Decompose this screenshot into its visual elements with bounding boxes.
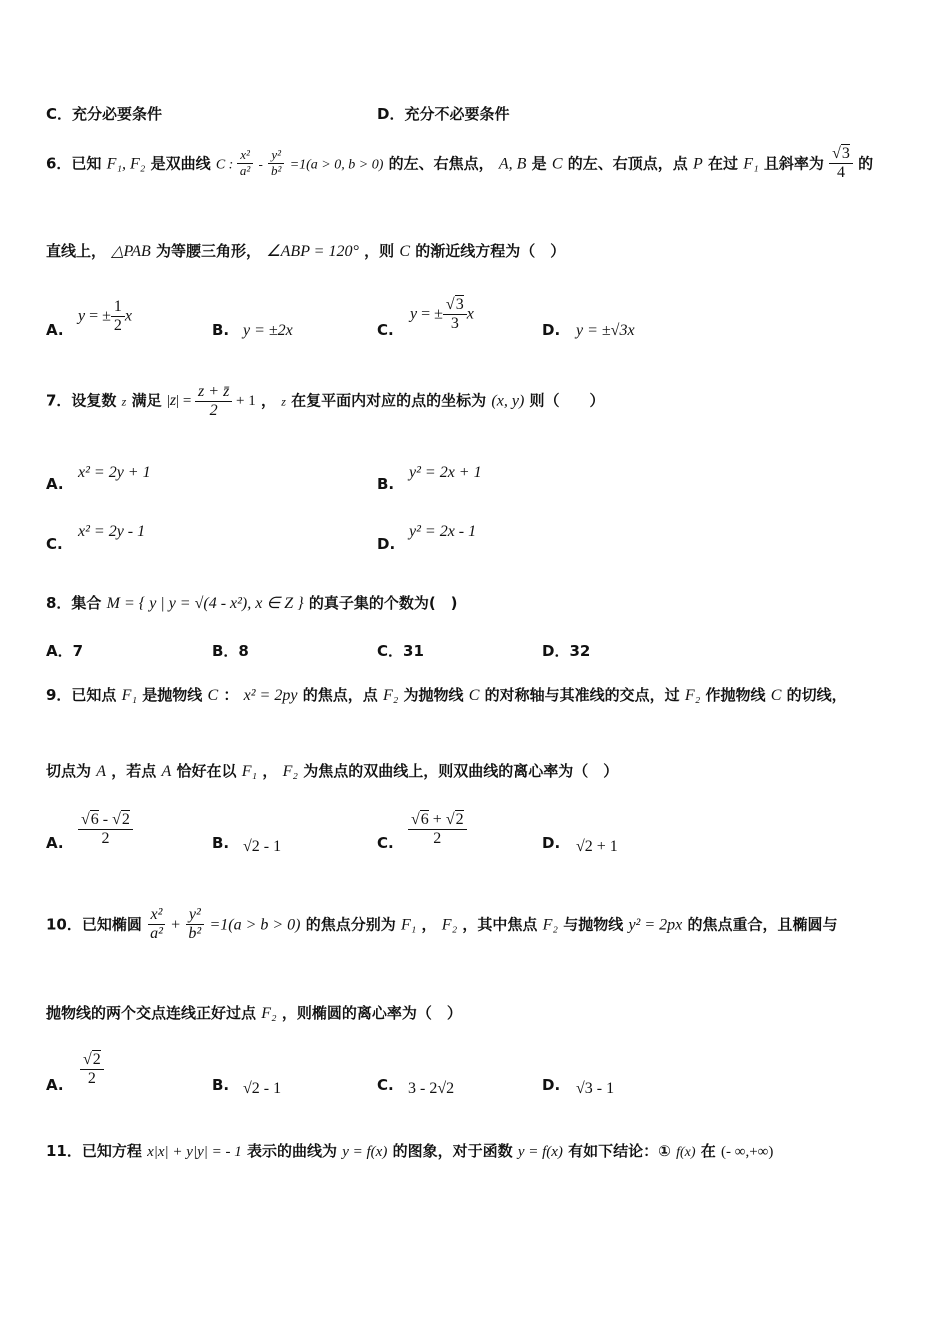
question-6-line-1: 6．已知 F₁, F₂ 是双曲线 C : $\frac{\text{x²}}{\text{a²}}$ - $\frac{\text{y²}}{\text{b²}}$ =1(a > 0, b > 0) 的左、右焦点， A, B 是 C 的左、右顶点，点 P 在过 F₁ 且斜率为 √ $\frac{3}{4}$ 的 — [46, 145, 873, 183]
q6-option-b-label: B. — [212, 321, 230, 339]
q10-option-b-value: √2 - 1 — [243, 1080, 282, 1097]
q6-text: ，则 — [364, 242, 395, 260]
q10-text: ， — [421, 915, 437, 934]
q6-text: 且斜率为 — [763, 154, 824, 173]
q9-number: 9．已知点 — [46, 686, 117, 704]
question-10-line-1: 10．已知椭圆 $\frac{\text{x²}}{\text{a²}}$ + $\frac{\text{y²}}{\text{b²}}$ =1(a > b > 0) 的焦点分别为 F₁ ， F₂ ，其中焦点 F₂ 与抛物线 y² = 2px 的焦点重合，且椭圆与 — [46, 906, 838, 943]
q9-text: 恰好在以 — [176, 762, 237, 780]
q6-f1: F₁ — [743, 155, 759, 173]
q6-text: 的左、右顶点，点 — [567, 154, 688, 173]
q7-condition: |z| = $\frac{z + z̄}{2}$ + 1 — [166, 383, 256, 420]
q9-c: C — [770, 687, 782, 704]
q6-option-c-value: y = ± √ $\frac{3}{3}$ x — [410, 296, 474, 334]
q9-f1: F₁ — [241, 763, 258, 780]
q10-option-a-label: A. — [46, 1076, 64, 1094]
q10-option-c-label: C. — [377, 1076, 394, 1094]
q9-a: A — [96, 763, 107, 780]
q10-f2: F₂ — [261, 1005, 277, 1022]
q11-text: 的图象，对于函数 — [392, 1142, 513, 1160]
q9-text: ， — [262, 762, 278, 780]
q9-text: 的对称轴与其准线的交点，过 — [484, 686, 680, 704]
q9-parabola: x² = 2py — [243, 687, 298, 704]
q7-option-a-value: x² = 2y + 1 — [78, 464, 151, 481]
q11-text: 在 — [700, 1142, 716, 1160]
q6-text: 的 — [858, 154, 874, 173]
q11-function: y = f(x) — [517, 1144, 563, 1160]
q8-number: 8．集合 — [46, 594, 102, 612]
q7-text: 在复平面内对应的点的坐标为 — [291, 391, 487, 410]
q9-f1: F₁ — [121, 687, 138, 704]
option-c-top: C．充分必要条件 — [46, 105, 163, 123]
q6-triangle: △PAB — [111, 243, 151, 260]
question-11-line — [46, 1140, 773, 1161]
q8-option-b: B．8 — [212, 642, 249, 660]
option-d-top: D．充分不必要条件 — [377, 105, 510, 123]
question-8-line — [46, 592, 458, 613]
q10-cond: =1(a > b > 0) — [209, 916, 301, 934]
q6-option-d-label: D. — [542, 321, 561, 339]
q9-text: 作抛物线 — [705, 686, 766, 704]
q6-ab: A, B — [498, 155, 527, 173]
q9-f2: F₂ — [382, 687, 399, 704]
q9-text: 的切线， — [786, 686, 847, 704]
q7-option-b-label: B. — [377, 475, 395, 493]
q11-fx: f(x) — [676, 1145, 696, 1160]
q11-range: (- ∞,+∞) — [721, 1144, 774, 1160]
q7-option-c-label: C. — [46, 535, 63, 553]
q10-option-a-value: √ $\frac{2}{2}$ — [80, 1051, 104, 1089]
q7-number: 7．设复数 — [46, 391, 117, 410]
q7-text: 满足 — [131, 391, 162, 410]
q7-option-d-value: y² = 2x - 1 — [409, 523, 477, 540]
q10-number: 10．已知椭圆 — [46, 915, 142, 934]
q7-text: ， — [261, 391, 277, 410]
q9-text: 为焦点的双曲线上，则双曲线的离心率为（ ） — [303, 762, 619, 780]
q9-text: 为抛物线 — [403, 686, 464, 704]
q6-angle: ∠ABP = 120° — [266, 243, 359, 260]
q9-text: 是抛物线 — [142, 686, 203, 704]
q6-option-b-value: y = ±2x — [243, 322, 293, 339]
q9-option-c-label: C. — [377, 834, 394, 852]
q7-text: 则（ ） — [529, 391, 605, 410]
q10-f2: F₂ — [441, 916, 458, 934]
question-9-line-2 — [46, 760, 618, 781]
q8-text: 的真子集的个数为( ) — [308, 594, 458, 612]
q10-frac-x: $\frac{\text{x²}}{\text{a²}}$ — [147, 906, 166, 944]
q6-frac-x: $\frac{\text{x²}}{\text{a²}}$ — [237, 148, 253, 179]
q6-hyper-cond: =1(a > 0, b > 0) — [289, 157, 384, 173]
q9-text: ： — [223, 686, 239, 704]
q6-text: 在过 — [708, 154, 739, 173]
q7-option-d-label: D. — [377, 535, 396, 553]
q6-c: C — [399, 243, 411, 260]
q6-text: 的渐近线方程为（ ） — [415, 242, 566, 260]
q9-a: A — [161, 763, 172, 780]
q6-number: 6．已知 — [46, 154, 102, 173]
question-6-line-2 — [46, 240, 565, 261]
q11-equation: x|x| + y|y| = - 1 — [147, 1144, 242, 1160]
q10-frac-y: $\frac{\text{y²}}{\text{b²}}$ — [185, 906, 204, 944]
q6-option-a-label: A. — [46, 321, 64, 339]
q9-f2: F₂ — [684, 687, 701, 704]
q6-slope: √ $\frac{3}{4}$ — [829, 145, 853, 183]
q7-option-c-value: x² = 2y - 1 — [78, 523, 146, 540]
q9-text: ，若点 — [111, 762, 157, 780]
q11-text: 有如下结论：① — [568, 1142, 671, 1160]
q7-option-a-label: A. — [46, 475, 64, 493]
q6-text: 为等腰三角形， — [156, 242, 262, 260]
q11-number: 11．已知方程 — [46, 1142, 142, 1160]
q10-option-b-label: B. — [212, 1076, 230, 1094]
q10-text: 与抛物线 — [563, 915, 624, 934]
q6-option-d-value: y = ±√3x — [576, 322, 635, 339]
q9-c: C — [468, 687, 480, 704]
q8-set: M = { y | y = √(4 - x²), x ∈ Z } — [106, 595, 304, 612]
q7-option-b-value: y² = 2x + 1 — [409, 464, 482, 481]
q10-text: 的焦点重合，且椭圆与 — [687, 915, 838, 934]
q7-z: z — [281, 394, 286, 409]
q9-option-c-value: √ $\frac{6 + √ 2}{2}$ — [408, 811, 467, 849]
q8-option-c: C．31 — [377, 642, 424, 660]
q7-z: z — [121, 394, 127, 409]
q6-f1f2: F₁, F₂ — [106, 155, 146, 173]
q6-text: 的左、右焦点， — [388, 154, 494, 173]
q6-c: C — [551, 155, 563, 173]
q9-option-d-label: D. — [542, 834, 561, 852]
q6-text: 是 — [531, 154, 547, 173]
q9-option-a-label: A. — [46, 834, 64, 852]
q8-option-d: D．32 — [542, 642, 591, 660]
question-7-line — [46, 383, 605, 421]
q6-option-a-value: y = ± $\frac{1}{2}$ x — [78, 298, 133, 335]
q6-option-c-label: C. — [377, 321, 394, 339]
q6-text: 是双曲线 — [150, 154, 211, 173]
question-9-line-1 — [46, 684, 847, 705]
q9-option-b-label: B. — [212, 834, 230, 852]
q9-option-d-value: √2 + 1 — [576, 838, 618, 855]
q10-parabola: y² = 2px — [628, 916, 683, 934]
q10-text: ，则椭圆的离心率为（ ） — [281, 1004, 462, 1022]
q6-frac-y: $\frac{\text{y²}}{\text{b²}}$ — [268, 148, 284, 179]
q8-option-a: A．7 — [46, 642, 84, 660]
q6-p: P — [693, 155, 703, 173]
q10-f1: F₁ — [400, 916, 417, 934]
q10-option-c-value: 3 - 2√2 — [408, 1080, 455, 1097]
q9-option-a-value: √ $\frac{6 - √ 2}{2}$ — [78, 811, 133, 849]
q10-text: 的焦点分别为 — [305, 915, 396, 934]
q6-hyper-c: C : — [215, 157, 237, 173]
q9-f2: F₂ — [282, 763, 298, 780]
q10-option-d-label: D. — [542, 1076, 561, 1094]
q10-f2: F₂ — [542, 916, 558, 934]
q11-text: 表示的曲线为 — [246, 1142, 337, 1160]
q10-text: 抛物线的两个交点连线正好过点 — [46, 1004, 257, 1022]
q7-xy: (x, y) — [491, 392, 525, 410]
q9-text: 的焦点，点 — [302, 686, 378, 704]
q9-c: C — [207, 687, 219, 704]
q10-option-d-value: √3 - 1 — [576, 1080, 615, 1097]
q9-option-b-value: √2 - 1 — [243, 838, 282, 855]
q10-text: ，其中焦点 — [462, 915, 538, 934]
q11-function: y = f(x) — [342, 1144, 388, 1160]
q6-text: 直线上， — [46, 242, 107, 260]
q9-text: 切点为 — [46, 762, 92, 780]
question-10-line-2 — [46, 1002, 462, 1023]
